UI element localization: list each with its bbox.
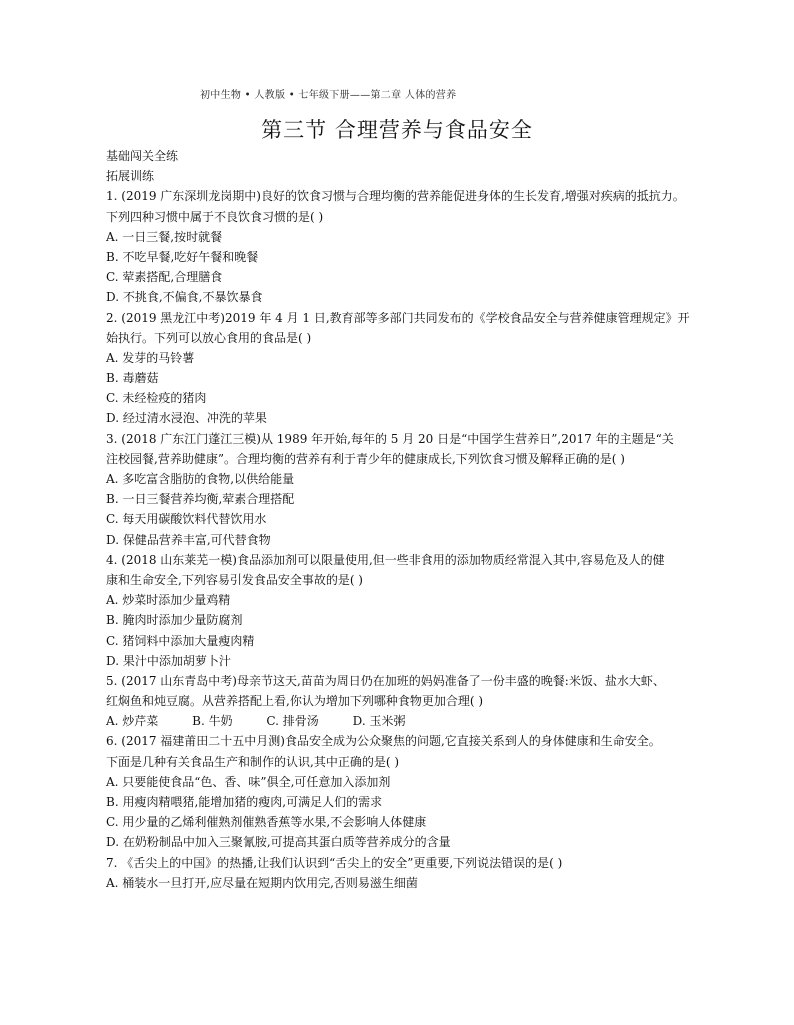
section-heading: 基础闯关全练	[106, 149, 179, 163]
answer-option: D. 果汁中添加胡萝卜汁	[106, 653, 231, 668]
question-stem: 始执行。下列可以放心食用的食品是( )	[106, 330, 312, 345]
question-stem: 下列四种习惯中属于不良饮食习惯的是( )	[106, 209, 324, 224]
answer-option: B. 牛奶	[192, 714, 233, 729]
answer-option: D. 不挑食,不偏食,不暴饮暴食	[106, 290, 263, 305]
question-stem: 1. (2019 广东深圳龙岗期中)良好的饮食习惯与合理均衡的营养能促进身体的生长发育,增强对疾病的抵抗力。	[106, 189, 685, 204]
section-heading: 拓展训练	[106, 169, 155, 184]
answer-option: A. 多吃富含脂肪的食物,以供给能量	[106, 472, 295, 486]
question-stem: 2. (2019 黑龙江中考)2019 年 4 月 1 日,教育部等多部门共同发布的《学校食品安全与营养健康管理规定》开	[106, 310, 690, 325]
question-stem: 3. (2018 广东江门蓬江三模)从 1989 年开始,每年的 5 月 20 日是“中国学生营养日”,2017 年的主题是“关	[106, 431, 674, 446]
question-stem: 红焖鱼和炖豆腐。从营养搭配上看,你认为增加下列哪种食物更加合理( )	[106, 694, 483, 709]
answer-option: B. 用瘦肉精喂猪,能增加猪的瘦肉,可满足人们的需求	[106, 795, 383, 809]
document-body	[106, 146, 706, 893]
answer-option: A. 一日三餐,按时就餐	[106, 229, 223, 244]
answer-option: D. 在奶粉制品中加入三聚氰胺,可提高其蛋白质等营养成分的含量	[106, 835, 451, 850]
answer-option: A. 炒菜时添加少量鸡精	[106, 593, 231, 608]
question-stem: 下面是几种有关食品生产和制作的认识,其中正确的是( )	[106, 754, 399, 769]
answer-option: D. 经过清水浸泡、冲洗的苹果	[106, 411, 267, 426]
answer-option: D. 玉米粥	[352, 714, 406, 729]
answer-option: C. 排骨汤	[266, 714, 319, 729]
question-stem: 5. (2017 山东青岛中考)母亲节这天,苗苗为周日仍在加班的妈妈准备了一份丰盛的晚餐:米饭、盐水大虾、	[106, 673, 665, 688]
question-stem: 康和生命安全,下列容易引发食品安全事故的是( )	[106, 572, 363, 587]
answer-option: A. 桶装水一旦打开,应尽量在短期内饮用完,否则易滋生细菌	[106, 875, 418, 890]
answer-option: B. 毒蘑菇	[106, 371, 159, 386]
answer-option: C. 用少量的乙烯利催熟剂催熟香蕉等水果,不会影响人体健康	[106, 815, 427, 830]
answer-option: D. 保健品营养丰富,可代替食物	[106, 532, 271, 547]
answer-option: C. 未经检疫的猪肉	[106, 391, 207, 406]
question-stem: 7. 《舌尖上的中国》的热播,让我们认识到“舌尖上的安全”更重要,下列说法错误的是( )	[106, 855, 563, 870]
question-stem: 4. (2018 山东莱芜一模)食品添加剂可以限量使用,但一些非食用的添加物质经常混入其中,容易危及人的健	[106, 552, 665, 567]
answer-options-row	[106, 711, 706, 731]
question-stem: 6. (2017 福建莆田二十五中月测)食品安全成为公众聚焦的问题,它直接关系到人的身体健康和生命安全。	[106, 734, 661, 749]
answer-option: B. 一日三餐营养均衡,荤素合理搭配	[106, 492, 295, 507]
answer-option: A. 只要能使食品“色、香、味”俱全,可任意加入添加剂	[106, 774, 391, 789]
answer-option: C. 荤素搭配,合理膳食	[106, 270, 223, 285]
answer-option: C. 猪饲料中添加大量瘦肉精	[106, 633, 255, 648]
question-stem: 注校园餐,营养助健康”。合理均衡的营养有利于青少年的健康成长,下列饮食习惯及解释正确的是( )	[106, 451, 625, 466]
answer-option: A. 发芽的马铃薯	[106, 350, 195, 365]
answer-option: B. 腌肉时添加少量防腐剂	[106, 613, 243, 628]
answer-option: A. 炒芹菜	[106, 714, 159, 729]
page-title: 第三节 合理营养与食品安全	[261, 118, 533, 142]
page-header: 初中生物 • 人教版 • 七年级下册——第二章 人体的营养	[200, 90, 457, 101]
answer-option: B. 不吃早餐,吃好午餐和晚餐	[106, 249, 259, 264]
answer-option: C. 每天用碳酸饮料代替饮用水	[106, 512, 267, 527]
